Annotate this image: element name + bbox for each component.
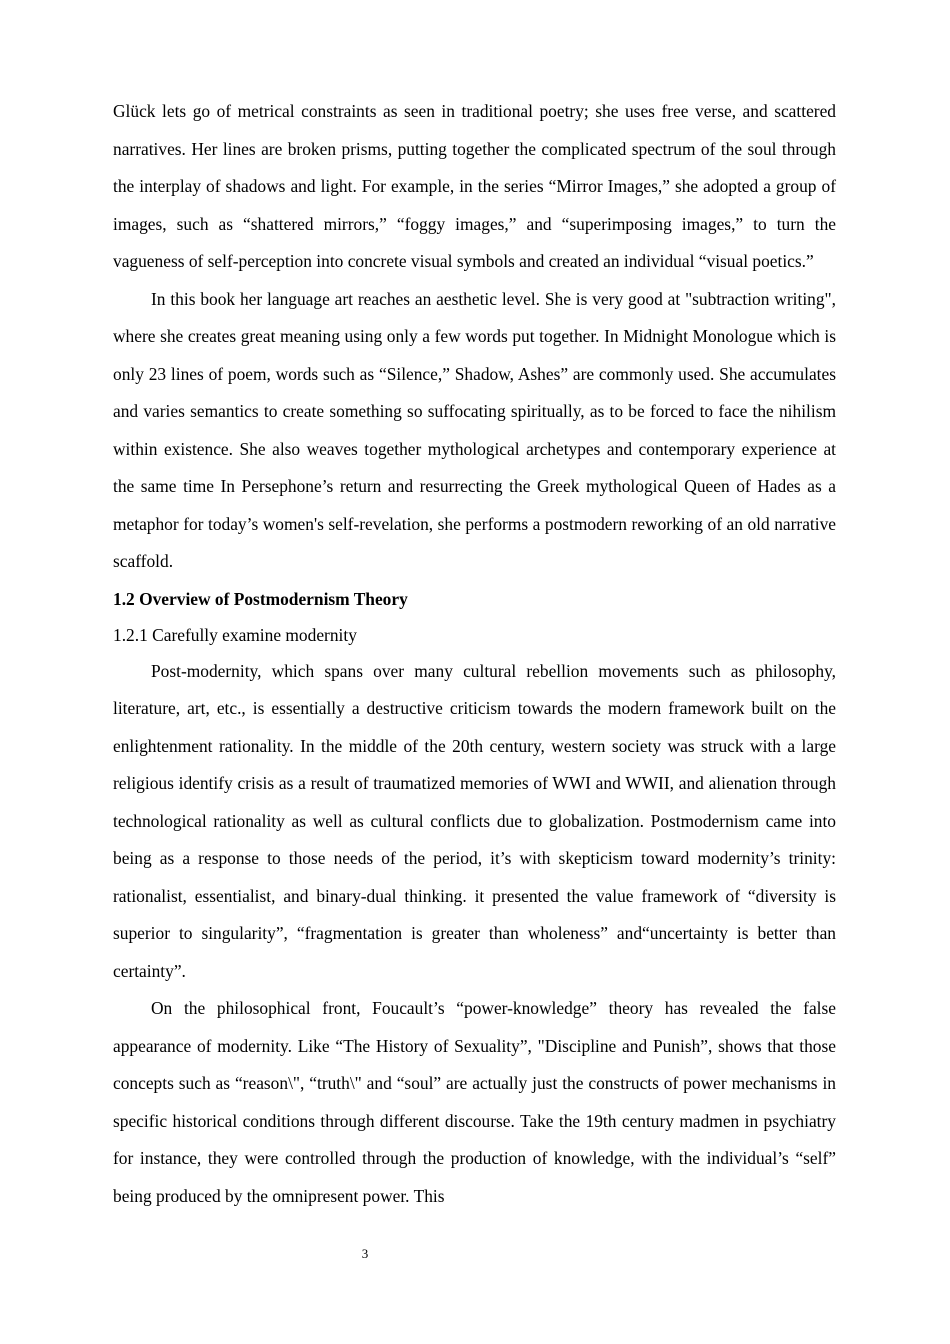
- paragraph-foucault: On the philosophical front, Foucault’s “power-knowledge” theory has revealed the false appearance of modernity. Like “The History of Sexuality”, "Discipline and Punish”, shows that those concepts such as “reason\", “truth\" and “soul” are actually just the constructs of power mechanisms in specific historical conditions through different discourse. Take the 19th century madmen in psychiatry for instance, they were controlled through the production of knowledge, with the individual’s “self” being produced by the omnipresent power. This: [113, 998, 836, 1206]
- section-heading: 1.2 Overview of Postmodernism Theory: [113, 588, 408, 609]
- paragraph-postmodernity: Post-modernity, which spans over many cultural rebellion movements such as philosophy, literature, art, etc., is essentially a destructive criticism towards the modern framework built on the enlightenment rationality. In the middle of the 20th century, western society was struck with a large religious identify crisis as a result of traumatized memories of WWI and WWII, and alienation through technological rationality as well as cultural conflicts due to globalization. Postmodernism came into being as a response to those needs of the period, it’s with skepticism toward modernity’s trinity: rationalist, essentialist, and binary-dual thinking. it presented the value framework of “diversity is superior to singularity”, “fragmentation is greater than wholeness” and“uncertainty is better than certainty”.: [113, 660, 836, 981]
- paragraph-language-art: In this book her language art reaches an aesthetic level. She is very good at "subtraction writing", where she creates great meaning using only a few words put together. In Midnight Monologue which is only 23 lines of poem, words such as “Silence,” Shadow, Ashes” are commonly used. She accumulates and varies semantics to create something so suffocating spiritually, as to be forced to face the nihilism within existence. She also weaves together mythological archetypes and contemporary experience at the same time In Persephone’s return and resurrecting the Greek mythological Queen of Hades as a metaphor for today’s women's self-revelation, she performs a postmodern reworking of an old narrative scaffold.: [113, 288, 836, 571]
- body-text: [113, 93, 836, 1215]
- subsection-heading: 1.2.1 Carefully examine modernity: [113, 624, 357, 645]
- paragraph-glück-style: Glück lets go of metrical constraints as seen in traditional poetry; she uses free verse, and scattered narratives. Her lines are broken prisms, putting together the complicated spectrum of the soul through the interplay of shadows and light. For example, in the series “Mirror Images,” she adopted a group of images, such as “shattered mirrors,” “foggy images,” and “superimposing images,” to turn the vagueness of self-perception into concrete visual symbols and created an individual “visual poetics.”: [113, 101, 836, 271]
- page-number: 3: [361, 1246, 369, 1261]
